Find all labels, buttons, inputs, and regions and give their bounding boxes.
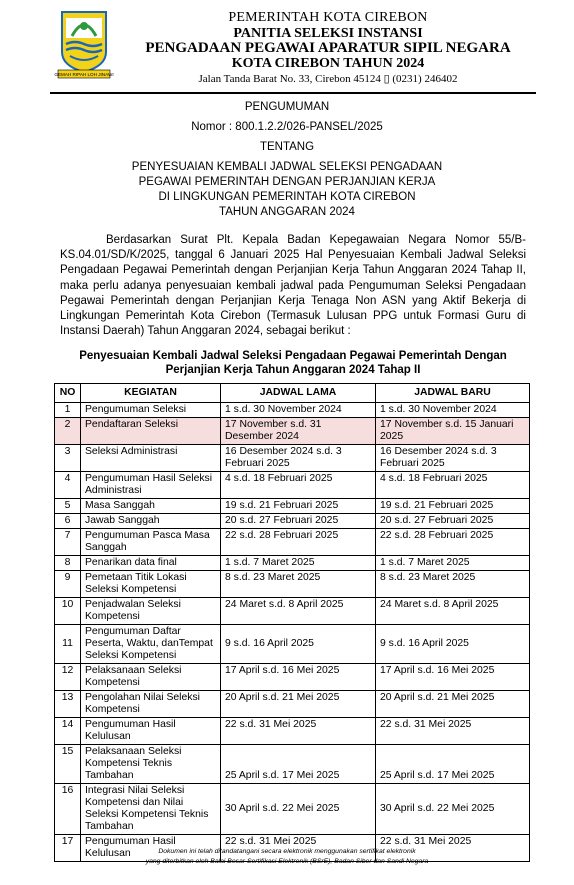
cell-jadwal-lama: 17 April s.d. 16 Mei 2025	[221, 664, 376, 691]
cell-jadwal-lama: 22 s.d. 31 Mei 2025	[221, 835, 376, 862]
cell-kegiatan: Jawab Sanggah	[81, 514, 221, 529]
cell-kegiatan: Pengumuman Seleksi	[81, 403, 221, 418]
cell-no: 13	[55, 691, 81, 718]
cell-jadwal-lama: 16 Desember 2024 s.d. 3 Februari 2025	[221, 445, 376, 472]
table-row	[55, 445, 530, 472]
cell-kegiatan: Pemetaan Titik Lokasi Seleksi Kompetensi	[81, 571, 221, 598]
cell-no: 10	[55, 598, 81, 625]
cell-jadwal-baru: 20 April s.d. 21 Mei 2025	[376, 691, 530, 718]
table-row	[55, 418, 530, 445]
cell-kegiatan: Pengumuman Hasil Kelulusan	[81, 835, 221, 862]
announcement-heading	[0, 100, 574, 220]
letterhead-address: Jalan Tanda Barat No. 33, Cirebon 45124 ▯ (0231) 246402	[198, 73, 458, 85]
table-header-row	[55, 384, 530, 403]
cell-jadwal-baru: 24 Maret s.d. 8 April 2025	[376, 598, 530, 625]
cell-jadwal-baru: 4 s.d. 18 Februari 2025	[376, 472, 530, 499]
cell-jadwal-lama: 17 November s.d. 31 Desember 2024	[221, 418, 376, 445]
cell-jadwal-baru: 22 s.d. 31 Mei 2025	[376, 718, 530, 745]
letterhead-committee: PANITIA SELEKSI INSTANSI	[233, 26, 423, 41]
subject-line: PENYESUAIAN KEMBALI JADWAL SELEKSI PENGADAAN	[131, 161, 443, 173]
cell-kegiatan: Penjadwalan Seleksi Kompetensi	[81, 598, 221, 625]
cell-kegiatan: Pengumuman Daftar Peserta, Waktu, danTempat Seleksi Kompetensi	[81, 625, 221, 664]
announcement-about: TENTANG	[259, 141, 315, 153]
cell-jadwal-baru: 8 s.d. 23 Maret 2025	[376, 571, 530, 598]
cell-jadwal-lama: 20 s.d. 27 Februari 2025	[221, 514, 376, 529]
table-row	[55, 784, 530, 835]
cell-jadwal-baru: 17 April s.d. 16 Mei 2025	[376, 664, 530, 691]
announcement-number: Nomor : 800.1.2.2/026-PANSEL/2025	[191, 121, 383, 133]
subject-line: DI LINGKUNGAN PEMERINTAH KOTA CIREBON	[158, 191, 416, 203]
table-row	[55, 403, 530, 418]
schedule-title-line: Perjanjian Kerja Tahun Anggaran 2024 Tahap II	[165, 364, 421, 376]
letterhead-procurement: PENGADAAN PEGAWAI APARATUR SIPIL NEGARA	[145, 40, 511, 56]
cell-no: 5	[55, 499, 81, 514]
announcement-body: Berdasarkan Surat Plt. Kepala Badan Kepegawaian Negara Nomor 55/B-KS.04.01/SD/K/2025, tanggal 6 Januari 2025 Hal Penyesuaian Kembali Jadwal Seleksi Pengadaan Pegawai Pemerintah dengan Perjanjian Kerja Tahun Anggaran 2024 Tahap II, maka perlu adanya penyesuaian kembali jadwal pada Pengumuman Seleksi Pengadaan Pegawai Pemerintah dengan Perjanjian Kerja Tenaga Non ASN yang Aktif Bekerja di Lingkungan Pemerintah Kota Cirebon (Termasuk Lulusan PPG untuk Formasi Guru di Instansi Daerah) Tahun Anggaran 2024, sebagai berikut :	[60, 234, 526, 338]
cell-no: 16	[55, 784, 81, 835]
cell-no: 11	[55, 625, 81, 664]
header-jadwal-lama: JADWAL LAMA	[221, 384, 376, 403]
cell-jadwal-lama: 24 Maret s.d. 8 April 2025	[221, 598, 376, 625]
announcement-subject	[0, 160, 574, 220]
cell-kegiatan: Integrasi Nilai Seleksi Kompetensi dan Nilai Seleksi Kompetensi Teknis Tambahan	[81, 784, 221, 835]
cell-jadwal-lama: 19 s.d. 21 Februari 2025	[221, 499, 376, 514]
schedule-table	[54, 383, 530, 862]
cell-jadwal-lama: 4 s.d. 18 Februari 2025	[221, 472, 376, 499]
cell-kegiatan: Seleksi Administrasi	[81, 445, 221, 472]
header-jadwal-baru: JADWAL BARU	[376, 384, 530, 403]
cell-no: 15	[55, 745, 81, 784]
cell-jadwal-lama: 1 s.d. 30 November 2024	[221, 403, 376, 418]
cell-jadwal-baru: 17 November s.d. 15 Januari 2025	[376, 418, 530, 445]
cell-jadwal-lama: 9 s.d. 16 April 2025	[221, 625, 376, 664]
cell-jadwal-baru: 25 April s.d. 17 Mei 2025	[376, 745, 530, 784]
cell-kegiatan: Pengumuman Hasil Seleksi Administrasi	[81, 472, 221, 499]
cirebon-crest-logo	[54, 8, 114, 78]
table-row	[55, 514, 530, 529]
table-row	[55, 556, 530, 571]
cell-kegiatan: Pengumuman Hasil Kelulusan	[81, 718, 221, 745]
table-row	[55, 499, 530, 514]
header-no: NO	[55, 384, 81, 403]
cell-jadwal-lama: 30 April s.d. 22 Mei 2025	[221, 784, 376, 835]
schedule-title-line: Penyesuaian Kembali Jadwal Seleksi Pengadaan Pegawai Pemerintah Dengan	[79, 350, 507, 362]
cell-kegiatan: Pengolahan Nilai Seleksi Kompetensi	[81, 691, 221, 718]
cell-jadwal-baru: 22 s.d. 31 Mei 2025	[376, 835, 530, 862]
cell-jadwal-lama: 22 s.d. 31 Mei 2025	[221, 718, 376, 745]
announcement-title: PENGUMUMAN	[244, 101, 330, 113]
cell-no: 4	[55, 472, 81, 499]
table-row	[55, 691, 530, 718]
footer-line: yang diterbitkan oleh Balai Besar Sertifikasi Elektronik (BSrE), Badan Siber dan Sandi Negara	[145, 858, 429, 865]
cell-kegiatan: Pendaftaran Seleksi	[81, 418, 221, 445]
table-row	[55, 664, 530, 691]
cell-jadwal-lama: 22 s.d. 28 Februari 2025	[221, 529, 376, 556]
cell-jadwal-baru: 20 s.d. 27 Februari 2025	[376, 514, 530, 529]
logo-motto: GEMAH RIPAH LOH JINAWI	[54, 72, 114, 78]
cell-jadwal-baru: 30 April s.d. 22 Mei 2025	[376, 784, 530, 835]
cell-kegiatan: Pelaksanaan Seleksi Kompetensi Teknis Tambahan	[81, 745, 221, 784]
cell-no: 2	[55, 418, 81, 445]
cell-jadwal-baru: 19 s.d. 21 Februari 2025	[376, 499, 530, 514]
cell-jadwal-baru: 16 Desember 2024 s.d. 3 Februari 2025	[376, 445, 530, 472]
cell-no: 6	[55, 514, 81, 529]
subject-line: PEGAWAI PEMERINTAH DENGAN PERJANJIAN KERJA	[138, 176, 436, 188]
cell-no: 7	[55, 529, 81, 556]
letterhead-city-year: KOTA CIREBON TAHUN 2024	[231, 56, 425, 71]
cell-jadwal-baru: 22 s.d. 28 Februari 2025	[376, 529, 530, 556]
cell-jadwal-baru: 1 s.d. 7 Maret 2025	[376, 556, 530, 571]
cell-no: 3	[55, 445, 81, 472]
table-row	[55, 745, 530, 784]
cell-jadwal-lama: 25 April s.d. 17 Mei 2025	[221, 745, 376, 784]
cell-kegiatan: Penarikan data final	[81, 556, 221, 571]
letterhead	[0, 0, 574, 95]
schedule-table-title	[60, 349, 526, 377]
cell-no: 8	[55, 556, 81, 571]
letterhead-divider	[50, 92, 536, 94]
cell-jadwal-lama: 20 April s.d. 21 Mei 2025	[221, 691, 376, 718]
cell-no: 14	[55, 718, 81, 745]
table-row	[55, 472, 530, 499]
table-row	[55, 625, 530, 664]
cell-kegiatan: Masa Sanggah	[81, 499, 221, 514]
cell-kegiatan: Pelaksanaan Seleksi Kompetensi	[81, 664, 221, 691]
table-row	[55, 529, 530, 556]
subject-line: TAHUN ANGGARAN 2024	[219, 206, 355, 218]
letterhead-government: PEMERINTAH KOTA CIREBON	[228, 10, 428, 25]
cell-no: 1	[55, 403, 81, 418]
footer-line: Dokumen ini telah ditandatangani secara elektronik menggunakan sertifikat elektronik	[158, 848, 416, 855]
cell-no: 9	[55, 571, 81, 598]
e-signature-footer	[0, 847, 574, 867]
cell-jadwal-baru: 9 s.d. 16 April 2025	[376, 625, 530, 664]
cell-jadwal-lama: 1 s.d. 7 Maret 2025	[221, 556, 376, 571]
table-row	[55, 598, 530, 625]
cell-no: 17	[55, 835, 81, 862]
table-row	[55, 571, 530, 598]
table-row	[55, 718, 530, 745]
header-kegiatan: KEGIATAN	[81, 384, 221, 403]
cell-kegiatan: Pengumuman Pasca Masa Sanggah	[81, 529, 221, 556]
cell-no: 12	[55, 664, 81, 691]
cell-jadwal-lama: 8 s.d. 23 Maret 2025	[221, 571, 376, 598]
cell-jadwal-baru: 1 s.d. 30 November 2024	[376, 403, 530, 418]
